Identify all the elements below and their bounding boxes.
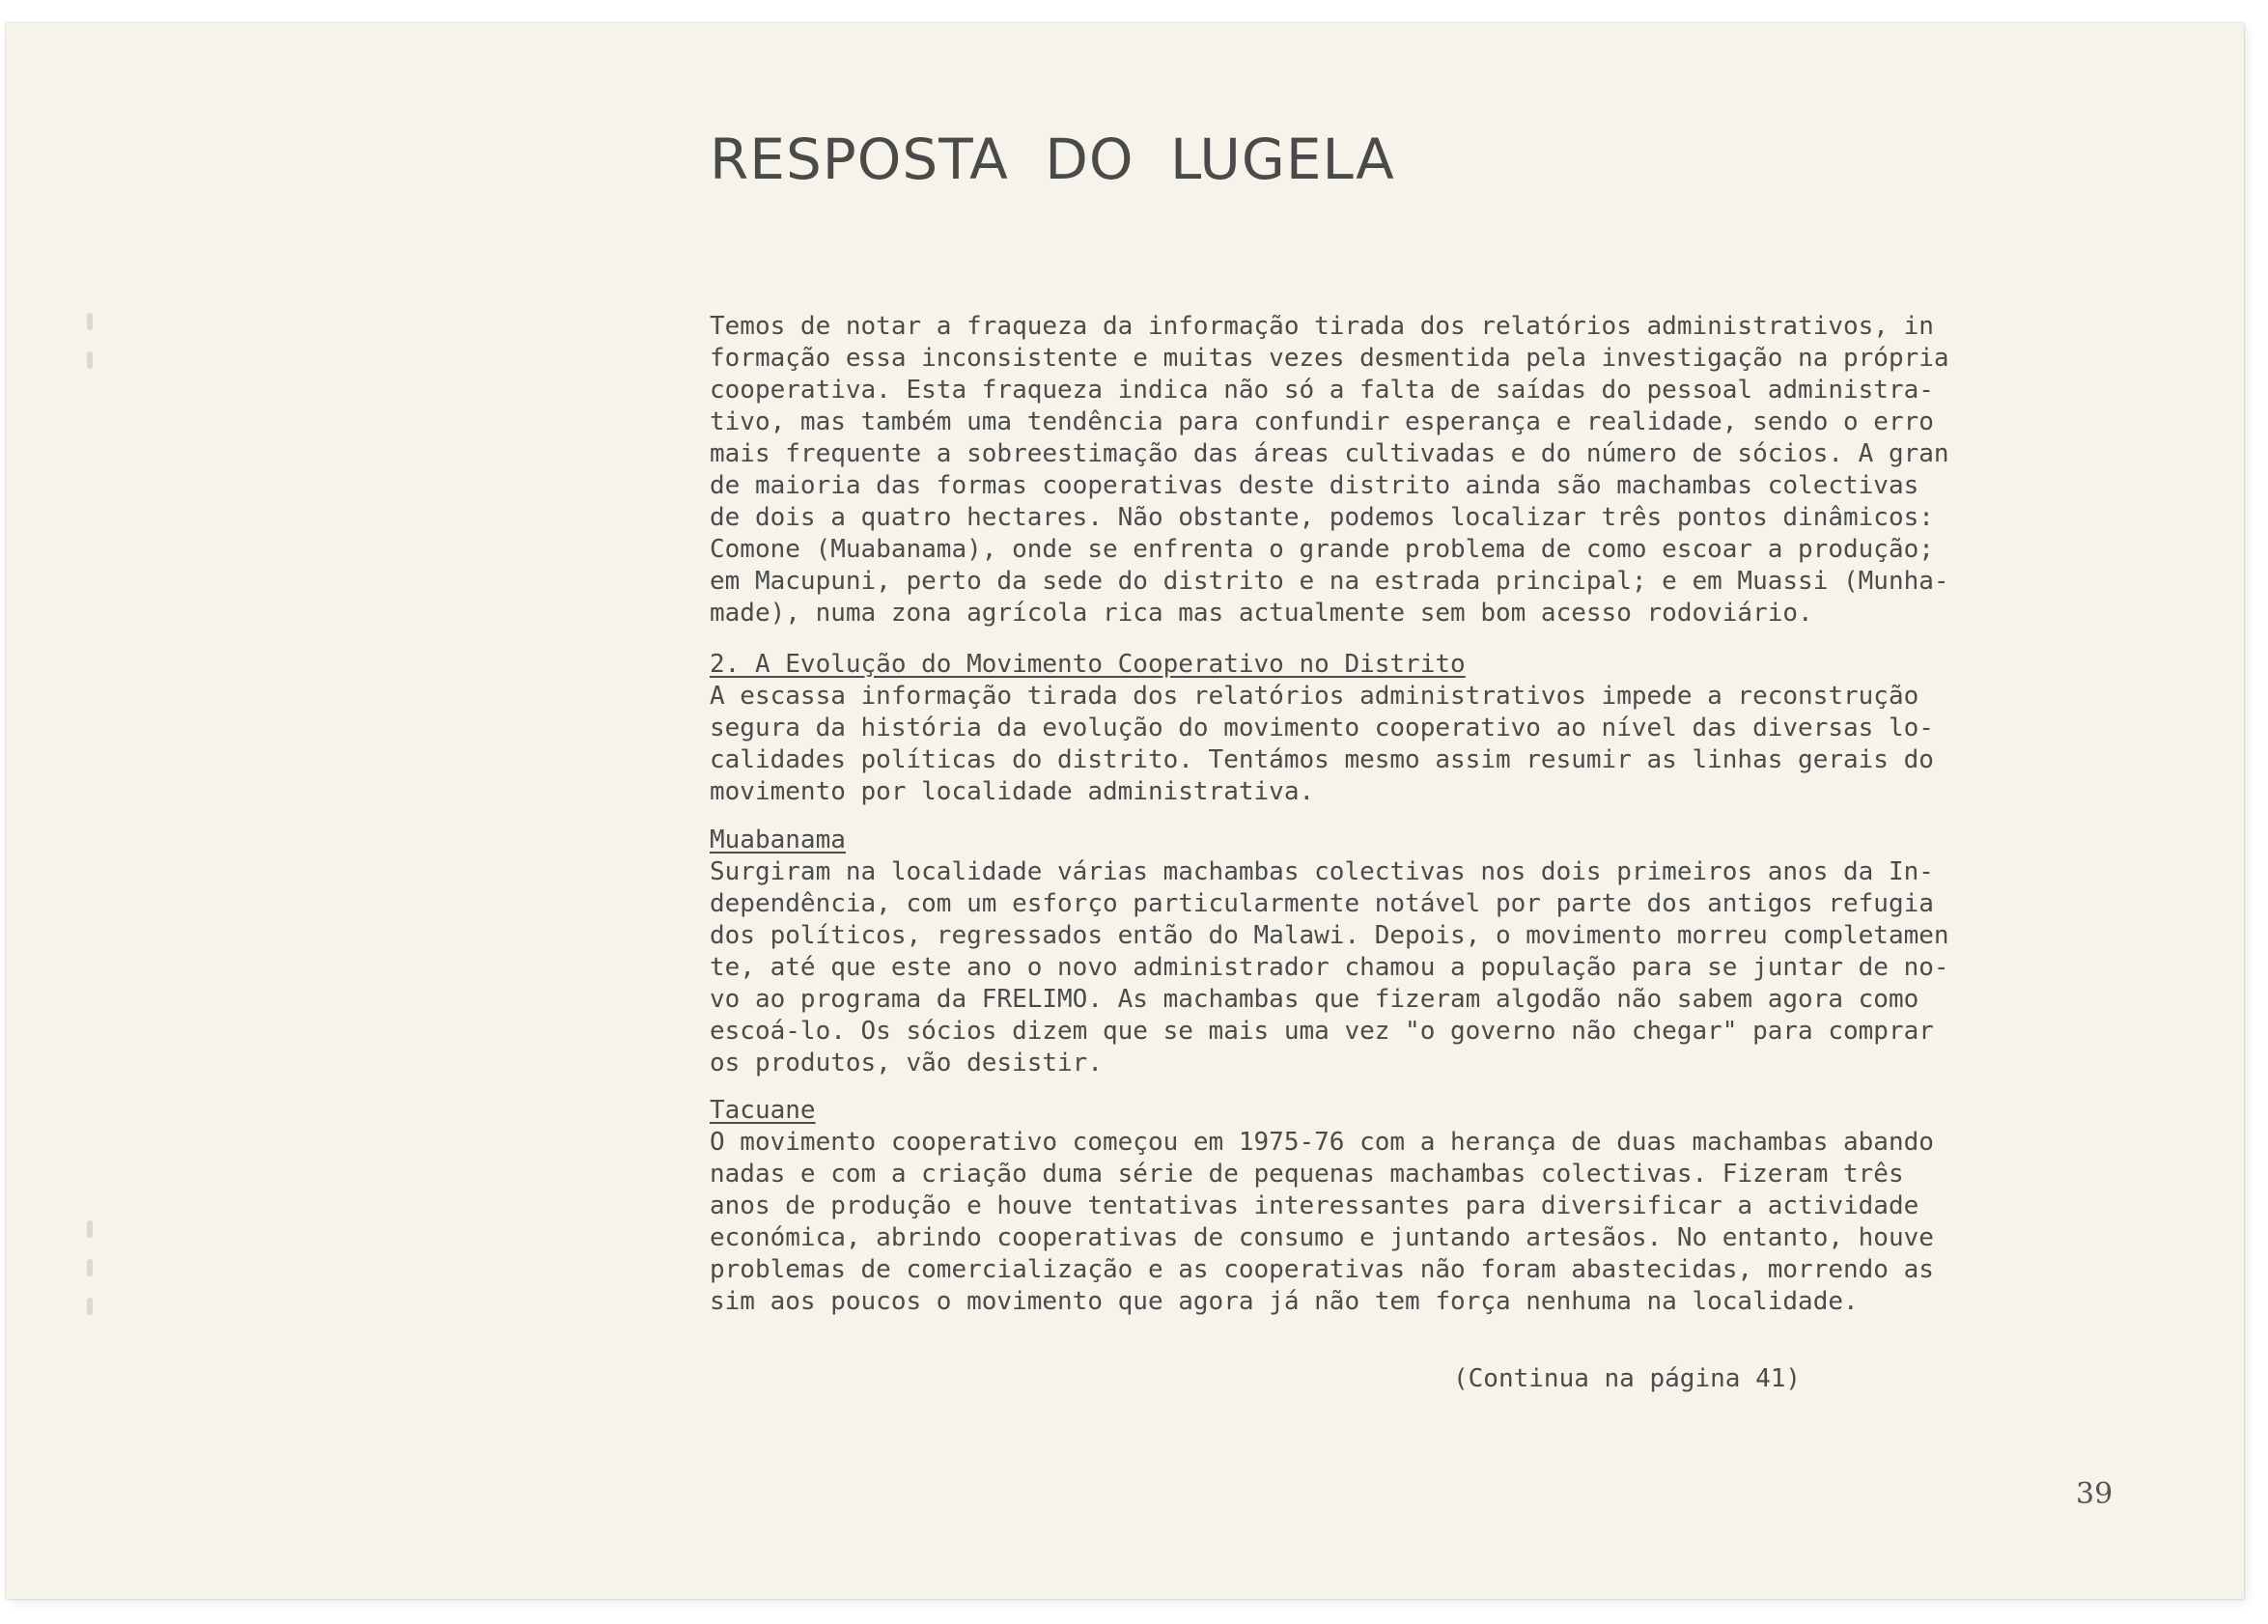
binding-hole-mark xyxy=(87,1298,93,1315)
continuation-note: (Continua na página 41) xyxy=(1453,1364,1802,1393)
section-2-heading: 2. A Evolução do Movimento Cooperativo no Distrito xyxy=(710,650,1466,679)
muabanama-heading: Muabanama xyxy=(710,826,846,854)
muabanama-paragraph: Surgiram na localidade várias machambas colectivas nos dois primeiros anos da In- dependência, com um esforço particularmente notável por parte dos antigos refugia dos políticos, regressados então do Malawi. Depois, o movimento morreu completamen te, até que este ano o novo administrador chamou a população para se juntar de no- vo ao programa da FRELIMO. As machambas que fizeram algodão não sabem agora como escoá-lo. Os sócios dizem que se mais uma vez "o governo não chegar" para comprar os produtos, vão desistir. xyxy=(710,857,1949,1078)
page-title: RESPOSTA DO LUGELA xyxy=(710,126,1395,192)
binding-hole-mark xyxy=(87,313,93,330)
page-number: 39 xyxy=(2076,1477,2114,1511)
document-page xyxy=(6,23,2244,1599)
binding-hole-mark xyxy=(87,1220,93,1238)
section-2-paragraph: A escassa informação tirada dos relatórios administrativos impede a reconstrução segura da história da evolução do movimento cooperativo ao nível das diversas lo- calidades políticas do distrito. Tentámos mesmo assim resumir as linhas gerais do movimento por localidade administrativa. xyxy=(710,682,1934,806)
tacuane-heading: Tacuane xyxy=(710,1096,816,1125)
binding-hole-mark xyxy=(87,351,93,369)
intro-paragraph: Temos de notar a fraqueza da informação tirada dos relatórios administrativos, in formação essa inconsistente e muitas vezes desmentida pela investigação na própria cooperativa. Esta fraqueza indica não só a falta de saídas do pessoal administra- tivo, mas também uma tendência para confundir esperança e realidade, sendo o erro mais frequente a sobreestimação das áreas cultivadas e do número de sócios. A gran de maioria das formas cooperativas deste distrito ainda são machambas colectivas de dois a quatro hectares. Não obstante, podemos localizar três pontos dinâmicos: Comone (Muabanama), onde se enfrenta o grande problema de como escoar a produção; em Macupuni, perto da sede do distrito e na estrada principal; e em Muassi (Munha- made), numa zona agrícola rica mas actualmente sem bom acesso rodoviário. xyxy=(710,312,1949,628)
binding-hole-mark xyxy=(87,1259,93,1276)
tacuane-paragraph: O movimento cooperativo começou em 1975-76 com a herança de duas machambas abando nadas e com a criação duma série de pequenas machambas colectivas. Fizeram três anos de produção e houve tentativas interessantes para diversificar a actividade económica, abrindo cooperativas de consumo e juntando artesãos. No entanto, houve problemas de comercialização e as cooperativas não foram abastecidas, morrendo as sim aos poucos o movimento que agora já não tem força nenhuma na localidade. xyxy=(710,1128,1934,1316)
